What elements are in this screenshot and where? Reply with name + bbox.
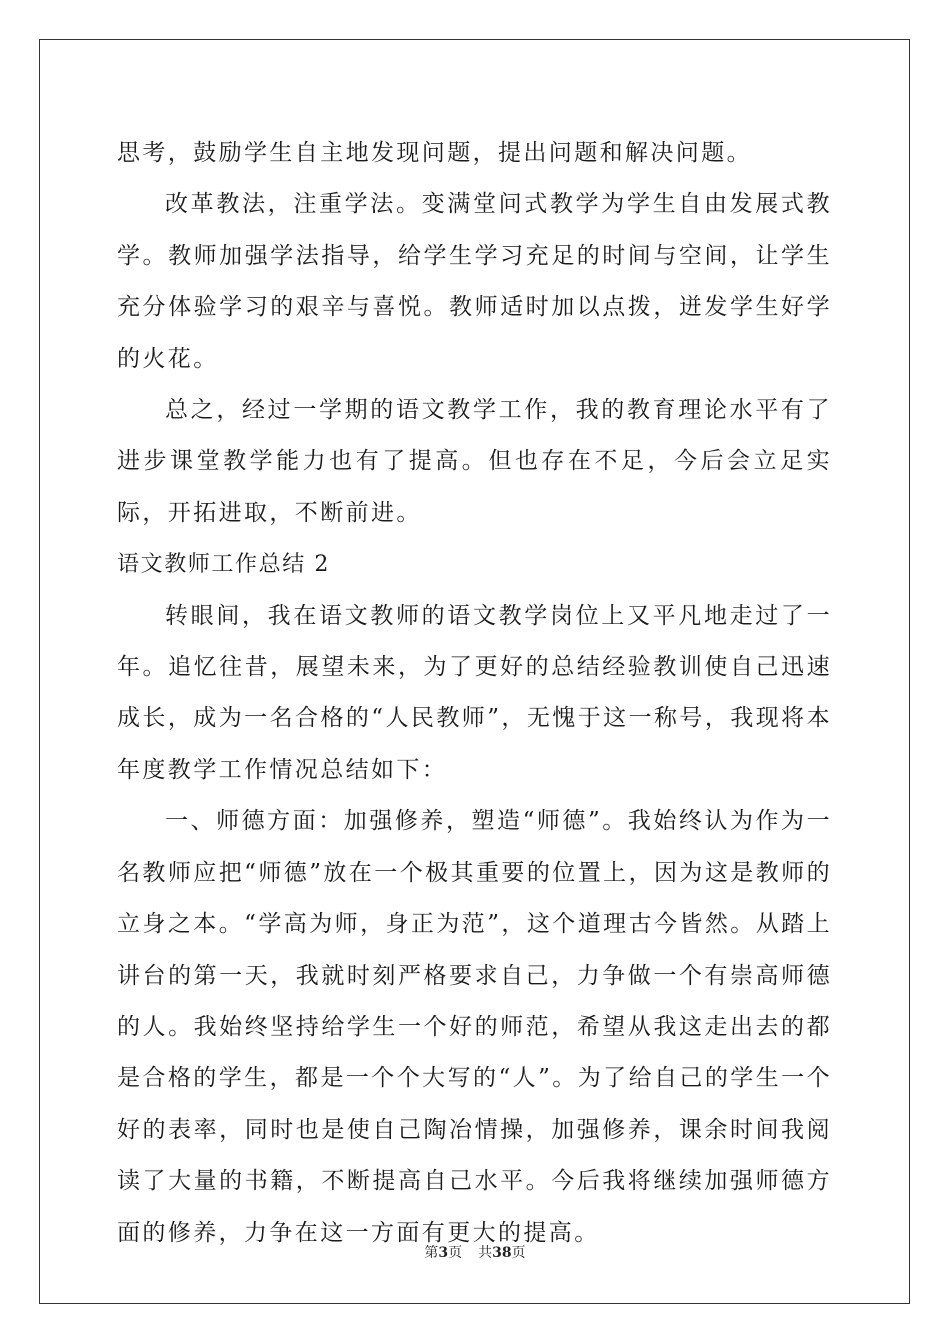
paragraph-3: 总之，经过一学期的语文教学工作，我的教育理论水平有了进步课堂教学能力也有了提高。但也存在不足，今后会立足实际，开拓进取，不断前进。 [117,397,832,526]
paragraph-5: 一、师德方面：加强修养，塑造“师德”。我始终认为作为一名教师应把“师德”放在一个极其重要的位置上，因为这是教师的立身之本。“学高为师，身正为范”，这个道理古今皆然。从踏上讲台的第一天，我就时刻严格要求自己，力争做一个有崇高师德的人。我始终坚持给学生一个好的师范，希望从我这走出去的都是合格的学生，都是一个个大写的“人”。为了给自己的学生一个好的表率，同时也是使自己陶冶情操，加强修养，课余时间我阅读了大量的书籍，不断提高自己水平。今后我将继续加强师德方面的修养，力争在这一方面有更大的提高。 [117,808,832,1246]
total-pages: 38 [492,1245,512,1261]
paragraph-1: 思考，鼓励学生自主地发现问题，提出问题和解决问题。 [117,140,752,166]
page-suffix: 页 [448,1245,463,1261]
total-prefix: 共 [478,1245,493,1261]
document-body [117,128,832,1259]
paragraph-2: 改革教法，注重学法。变满堂问式教学为学生自由发展式教学。教师加强学法指导，给学生学习充足的时间与空间，让学生充分体验学习的艰辛与喜悦。教师适时加以点拨，迸发学生好学的火花。 [117,191,832,372]
section-heading: 语文教师工作总结 2 [117,552,330,578]
page-footer [0,1242,950,1262]
page-number: 3 [438,1245,449,1261]
total-suffix: 页 [511,1245,526,1261]
page-prefix: 第 [424,1245,439,1261]
paragraph-4: 转眼间，我在语文教师的语文教学岗位上又平凡地走过了一年。追忆往昔，展望未来，为了更好的总结经验教训使自己迅速成长，成为一名合格的“人民教师”，无愧于这一称号，我现将本年度教学工作情况总结如下： [117,602,832,783]
